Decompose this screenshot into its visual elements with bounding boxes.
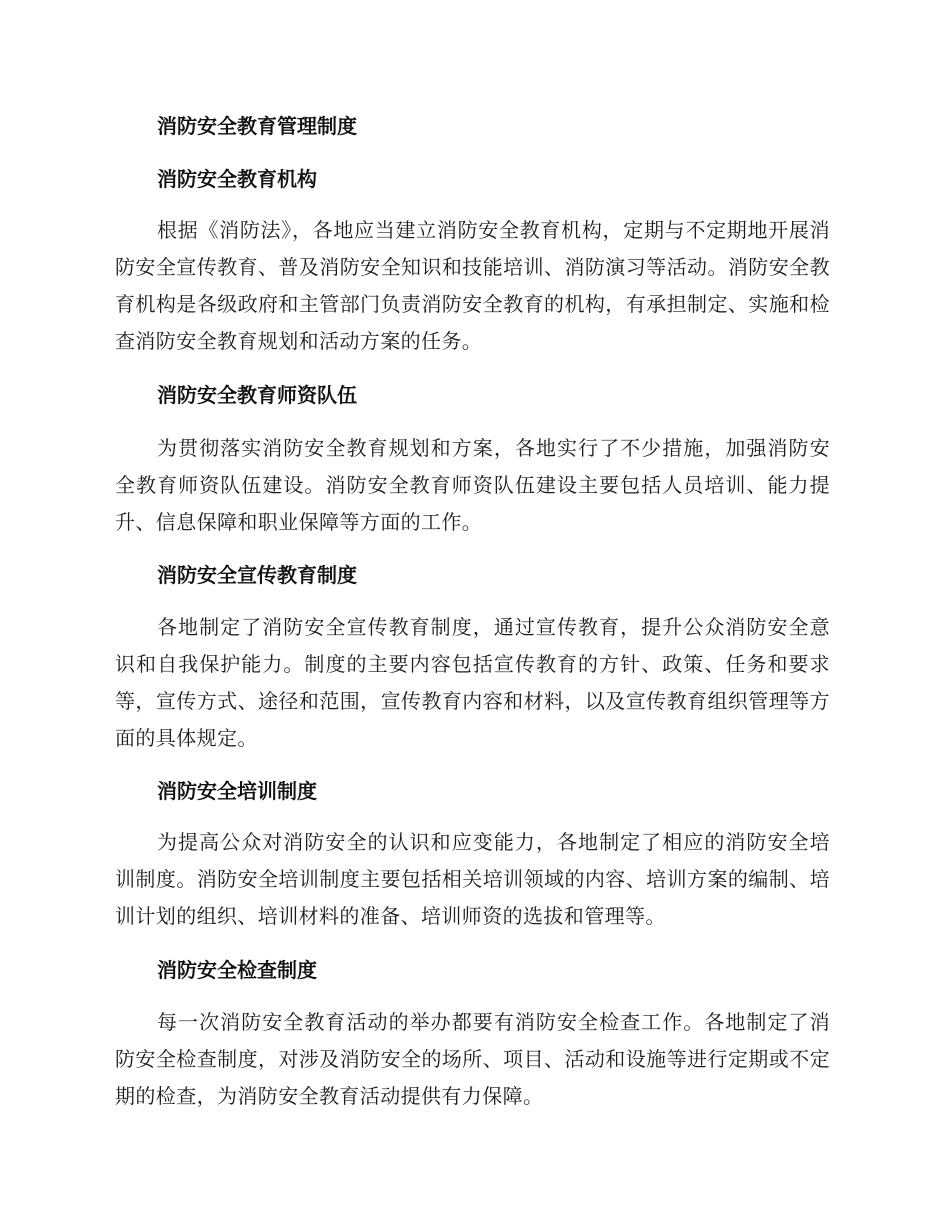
section-heading-teaching-staff: 消防安全教育师资队伍 — [157, 383, 357, 407]
section-body-teaching-staff: 为贯彻落实消防安全教育规划和方案，各地实行了不少措施，加强消防安全教育师资队伍建设。消防安全教育师资队伍建设主要包括人员培训、能力提升、信息保障和职业保障等方面的工作。 — [115, 436, 830, 534]
section-heading-inspection-system: 消防安全检查制度 — [157, 958, 317, 982]
section-body-training-system: 为提高公众对消防安全的认识和应变能力，各地制定了相应的消防安全培训制度。消防安全培训制度主要包括相关培训领域的内容、培训方案的编制、培训计划的组织、培训材料的准备、培训师资的选拔和管理等。 — [115, 830, 830, 928]
document-title: 消防安全教育管理制度 — [157, 114, 357, 138]
section-body-education-agency: 根据《消防法》，各地应当建立消防安全教育机构，定期与不定期地开展消防安全宣传教育、普及消防安全知识和技能培训、消防演习等活动。消防安全教育机构是各级政府和主管部门负责消防安全教育的机构，有承担制定、实施和检查消防安全教育规划和活动方案的任务。 — [115, 218, 830, 353]
section-body-publicity-system: 各地制定了消防安全宣传教育制度，通过宣传教育，提升公众消防安全意识和自我保护能力。制度的主要内容包括宣传教育的方针、政策、任务和要求等，宣传方式、途径和范围，宣传教育内容和材料，以及宣传教育组织管理等方面的具体规定。 — [115, 615, 830, 750]
section-body-inspection-system: 每一次消防安全教育活动的举办都要有消防安全检查工作。各地制定了消防安全检查制度，对涉及消防安全的场所、项目、活动和设施等进行定期或不定期的检查，为消防安全教育活动提供有力保障。 — [115, 1010, 830, 1108]
section-heading-training-system: 消防安全培训制度 — [157, 779, 317, 803]
section-heading-education-agency: 消防安全教育机构 — [157, 167, 317, 191]
section-heading-publicity-system: 消防安全宣传教育制度 — [157, 563, 357, 587]
